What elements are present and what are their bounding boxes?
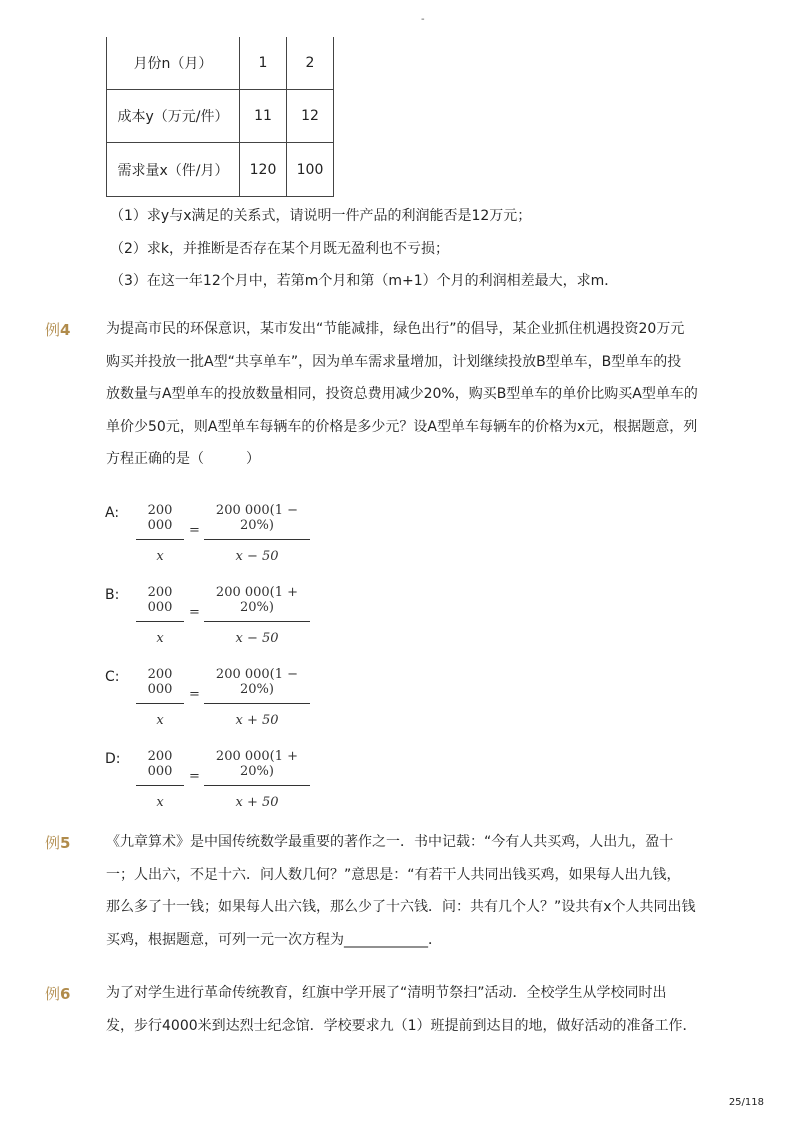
equals-sign: =	[189, 687, 200, 702]
fraction-left	[136, 667, 184, 728]
table-cell: 120	[240, 143, 287, 197]
table-cell: 12	[287, 90, 334, 143]
text-line: 购买并投放一批A型“共享单车”，因为单车需求量增加，计划继续投放B型单车，B型单车的投	[106, 353, 682, 370]
numerator: 200 000(1 − 20%)	[215, 503, 299, 533]
example-label-prefix: 例	[45, 321, 61, 339]
denominator: x	[156, 549, 164, 564]
option-b-label: B:	[105, 587, 120, 603]
fraction-right	[204, 585, 310, 646]
numerator: 200 000(1 + 20%)	[215, 585, 299, 615]
numerator: 200 000(1 − 20%)	[215, 667, 299, 697]
denominator: x − 50	[235, 549, 279, 564]
text-line: 一；人出六，不足十六．问人数几何？”意思是：“有若干人共同出钱买鸡，如果每人出九钱，	[106, 866, 681, 883]
text-line: 方程正确的是（ ）	[106, 451, 260, 467]
equals-sign: =	[189, 605, 200, 620]
equals-sign: =	[189, 523, 200, 538]
table-cell-header: 需求量x（件/月）	[107, 143, 240, 197]
example-label-number: 4	[60, 321, 71, 339]
text-line: 放数量与A型单车的投放数量相同，投资总费用减少20%，购买B型单车的单价比购买A型单车的	[106, 386, 698, 402]
denominator: x	[156, 795, 164, 810]
example-4-text	[106, 313, 698, 476]
equals-sign: =	[189, 769, 200, 784]
example-5-text	[106, 826, 696, 956]
example-5-label	[45, 832, 70, 853]
data-table	[106, 37, 334, 197]
numerator: 200 000	[147, 667, 173, 697]
example-label-prefix: 例	[45, 834, 61, 852]
denominator: x + 50	[235, 795, 279, 810]
text-line: 发，步行4000米到达烈士纪念馆．学校要求九（1）班提前到达目的地，做好活动的准备工作．	[106, 1017, 697, 1034]
example-6-label	[45, 983, 70, 1004]
question-1: （1）求y与x满足的关系式，请说明一件产品的利润能否是12万元；	[110, 208, 532, 224]
fraction-right	[204, 749, 310, 810]
numerator: 200 000	[147, 749, 173, 779]
fraction-left	[136, 585, 184, 646]
example-label-number: 5	[60, 834, 71, 852]
top-mark: -	[421, 14, 425, 25]
option-d-label: D:	[105, 751, 121, 767]
text-line: 那么多了十一钱；如果每人出六钱，那么少了十六钱．问：共有几个人？”设共有x个人共同出钱	[106, 899, 696, 915]
denominator: x	[156, 631, 164, 646]
text-line: 《九章算术》是中国传统数学最重要的著作之一．书中记载：“今有人共买鸡，人出九，盈十	[106, 834, 674, 850]
text-line: 买鸡，根据题意，可列一元一次方程为____________．	[106, 931, 442, 948]
table-cell: 11	[240, 90, 287, 143]
question-2: （2）求k，并推断是否存在某个月既无盈利也不亏损；	[110, 241, 450, 257]
table-cell-header: 成本y（万元/件）	[107, 90, 240, 143]
denominator: x + 50	[235, 713, 279, 728]
fraction-left	[136, 749, 184, 810]
numerator: 200 000	[147, 585, 173, 615]
text-line: 单价少50元，则A型单车每辆车的价格是多少元？设A型单车每辆车的价格为x元，根据题意，列	[106, 418, 698, 435]
numerator: 200 000(1 + 20%)	[215, 749, 299, 779]
denominator: x	[156, 713, 164, 728]
table-row	[107, 143, 334, 197]
example-6-text	[106, 977, 697, 1042]
example-4-label	[45, 319, 70, 340]
table-cell-header: 月份n（月）	[107, 37, 240, 90]
table-cell: 100	[287, 143, 334, 197]
option-a-label: A:	[105, 505, 120, 521]
page-number: 25/118	[728, 1097, 764, 1108]
option-c-label: C:	[105, 669, 120, 685]
table-cell: 2	[287, 37, 334, 90]
question-3: （3）在这一年12个月中，若第m个月和第（m+1）个月的利润相差最大，求m．	[110, 273, 619, 289]
fraction-right	[204, 667, 310, 728]
table-cell: 1	[240, 37, 287, 90]
example-label-prefix: 例	[45, 985, 61, 1003]
example-label-number: 6	[60, 985, 71, 1003]
table-row	[107, 37, 334, 90]
denominator: x − 50	[235, 631, 279, 646]
fraction-right	[204, 503, 310, 564]
text-line: 为了对学生进行革命传统教育，红旗中学开展了“清明节祭扫”活动．全校学生从学校同时出	[106, 985, 667, 1001]
numerator: 200 000	[147, 503, 173, 533]
table-row	[107, 90, 334, 143]
fraction-left	[136, 503, 184, 564]
text-line: 为提高市民的环保意识，某市发出“节能减排，绿色出行”的倡导，某企业抓住机遇投资20万元	[106, 321, 685, 337]
